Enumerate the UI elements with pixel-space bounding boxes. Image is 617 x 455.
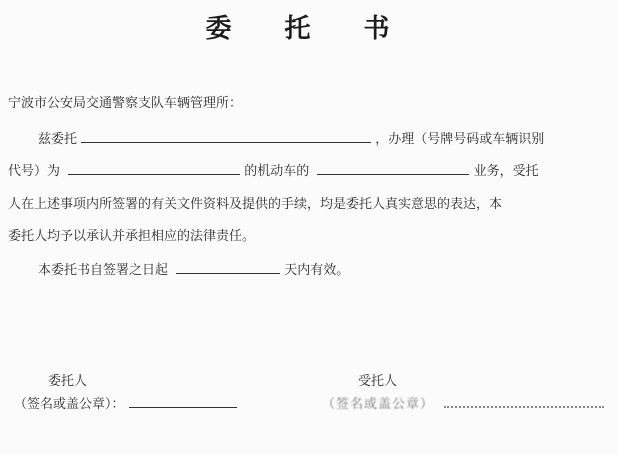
principal-signature-blank bbox=[129, 395, 237, 408]
agent-signature-line bbox=[322, 393, 604, 412]
business-type-blank bbox=[317, 162, 469, 175]
business-suffix: 业务，受托 bbox=[473, 164, 539, 179]
trustee-name-blank bbox=[81, 130, 371, 143]
vehicle-id-prefix: 代号）为 bbox=[8, 164, 61, 179]
principal-signature-line bbox=[14, 393, 237, 412]
paragraph-line-3: 人在上述事项内所签署的有关文件资料及提供的手续，均是委托人真实意思的表达，本 bbox=[8, 197, 503, 212]
paragraph-line-1 bbox=[38, 128, 544, 147]
vehicle-of-text: 的机动车的 bbox=[244, 164, 310, 179]
paragraph-line-4: 委托人均予以承认并承担相应的法律责任。 bbox=[8, 229, 256, 244]
principal-label: 委托人 bbox=[48, 374, 88, 389]
agent-label: 受托人 bbox=[358, 374, 398, 389]
agent-signature-hint: （签名或盖公章） bbox=[322, 397, 435, 412]
principal-signature-hint: （签名或盖公章）： bbox=[14, 397, 125, 412]
validity-prefix: 本委托书自签署之日起 bbox=[38, 263, 169, 278]
entrust-suffix: ，办理（号牌号码或车辆识别 bbox=[375, 132, 545, 147]
addressee: 宁波市公安局交通警察支队车辆管理所： bbox=[8, 96, 243, 111]
document-title: 委 托 书 bbox=[205, 14, 412, 44]
validity-line bbox=[38, 259, 349, 278]
vehicle-id-blank bbox=[68, 162, 240, 175]
agent-signature-blank bbox=[444, 406, 604, 408]
entrust-prefix: 兹委托 bbox=[38, 132, 78, 147]
validity-days-blank bbox=[176, 261, 280, 274]
validity-suffix: 天内有效。 bbox=[284, 263, 350, 278]
paragraph-line-2 bbox=[8, 160, 539, 179]
